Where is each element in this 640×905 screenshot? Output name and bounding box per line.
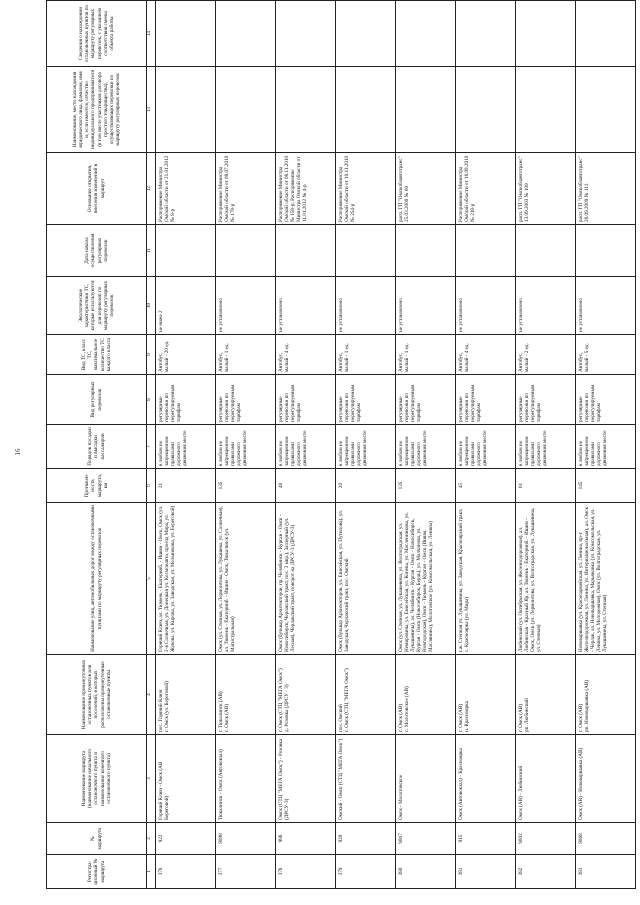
column-number: 2: [147, 823, 156, 855]
cell-eco: не установлено: [396, 277, 456, 335]
column-header: Вид регулярных перевозок: [47, 375, 147, 425]
table-row: [456, 1, 516, 889]
column-header: Основание открытия, внесения изменений в маршрут: [47, 153, 147, 225]
cell-route-number: 922: [156, 823, 216, 855]
cell-length: 145: [576, 469, 636, 503]
cell-vehicle: Автобус, малый - 1 ед.: [396, 335, 456, 375]
cell-intermediate-stops: пос. Горячий Ключ г. Омск (ул. Береговой): [156, 655, 216, 735]
cell-route-name: Тюкалинск - Омск (Автовокзал): [216, 735, 276, 823]
table-body: [156, 1, 636, 889]
cell-registration-number: 377: [216, 855, 276, 889]
cell-registration-number: 380: [396, 855, 456, 889]
cell-vehicle: Автобус, малый - 5 ед.: [576, 335, 636, 375]
cell-registration-number: 376: [156, 855, 216, 889]
cell-eco: не установлено: [456, 277, 516, 335]
cell-start-date: [336, 225, 396, 277]
column-header: № маршрута: [47, 823, 147, 855]
cell-boarding-order: в любом не запрещенном правилами дорожного движения месте: [516, 425, 576, 469]
cell-vehicle: Автобус, малый - 1 ед.: [336, 335, 396, 375]
cell-basis: расп. ГП "Омскоблавтотранс" 28.09.2009 № 113: [576, 153, 636, 225]
cell-eco: не установлено: [516, 277, 576, 335]
column-header: Порядок посадки и высадки пассажиров: [47, 425, 147, 469]
cell-route-number: 915: [456, 823, 516, 855]
cell-basis: Распоряжение Министра Омской области от 08.11.2010 № 158-р; Распоряжение Министра Омской области от 11.01.2012 № 4-р: [276, 153, 336, 225]
cell-route-name: Омск (Автовокзал) - Красноярка: [456, 735, 516, 823]
cell-note: [156, 1, 216, 67]
cell-vehicle: Автобус, малый - 4 ед.: [276, 335, 336, 375]
column-header: Наименование, место нахождения юридического лица, фамилия, имя и, если имеется, отчество индивидуального предпринимателя (в том числе участников договора простого товарищества), осуществляющих перевозки по маршруту регулярных перевозок: [47, 67, 147, 153]
cell-start-date: [456, 225, 516, 277]
cell-route-number: 9068: [576, 823, 636, 855]
cell-eco: не установлено: [576, 277, 636, 335]
cell-start-date: [576, 225, 636, 277]
cell-route-name: Омский - Омск (СТЦ "МЕГА Омск"): [336, 735, 396, 823]
cell-note: [456, 1, 516, 67]
column-number: 4: [147, 655, 156, 735]
cell-eco: не ниже 2: [156, 277, 216, 335]
column-number: 1: [147, 855, 156, 889]
cell-carrier: [456, 67, 516, 153]
cell-boarding-order: в любом не запрещенном правилами дорожного движения месте: [396, 425, 456, 469]
cell-transport-kind: регулярные перевозки по нерегулируемым тарифам: [576, 375, 636, 425]
cell-basis: Распоряжение Министра Омской области от 08.07.2010 № 178-р: [216, 153, 276, 225]
cell-eco: не установлено: [216, 277, 276, 335]
cell-transport-kind: регулярные перевозки по нерегулируемым тарифам: [336, 375, 396, 425]
cell-transport-kind: регулярные перевозки по нерегулируемым тарифам: [396, 375, 456, 425]
cell-transport-kind: регулярные перевозки по нерегулируемым тарифам: [456, 375, 516, 425]
cell-streets: Горячий Ключ, ал. Тюмень - Екатеринб. - Ишим - Омск, Омск (ул. 2-я Солнечная, ул. Донецкая ул. Космонавта, проезд Мира, ул. Жукова, ул. Кирова, ул. Заводская, ул. Мельникова, ул. Береговой): [156, 503, 216, 655]
cell-length: 135: [396, 469, 456, 503]
cell-boarding-order: в любом не запрещенном правилами дорожного движения месте: [276, 425, 336, 469]
cell-transport-kind: регулярные перевозки по нерегулируемым тарифам: [516, 375, 576, 425]
column-header: Протяжен- ность маршрута, км: [47, 469, 147, 503]
cell-streets: г.ж. Степная ул. Лукашевича, ул. Заводская, Красноярский тракт, с. Красноярка (ул. Мира): [456, 503, 516, 655]
cell-carrier: [516, 67, 576, 153]
cell-intermediate-stops: г. Омск (СТЦ "МЕГА Омск") д. Розовка (ДРСУ - 3): [276, 655, 336, 735]
cell-route-name: Омск (АВ) - Нововаршавка (АВ): [576, 735, 636, 823]
cell-carrier: [336, 67, 396, 153]
cell-vehicle: Автобус, малый - 20 ед.: [156, 335, 216, 375]
table-row: [576, 1, 636, 889]
table-row: [516, 1, 576, 889]
cell-length: 21: [156, 469, 216, 503]
cell-note: [396, 1, 456, 67]
cell-streets: Омск (бульвар Архитекторов, пр. Челябинск - Курган - Омск - Новосибирск, Черлакский тракт, пос. 3 мкр.), Заозерный (ул. Лесная), Черлакский тракт, поворот на ДРСУ-3 (ДРСУ-3): [276, 503, 336, 655]
cell-route-number: 988: [276, 823, 336, 855]
page-number: 16: [14, 448, 22, 456]
cell-start-date: [276, 225, 336, 277]
cell-vehicle: Автобус, малый - 4 ед.: [456, 335, 516, 375]
cell-length: 48: [276, 469, 336, 503]
cell-registration-number: 381: [456, 855, 516, 889]
column-number: 11: [147, 225, 156, 277]
cell-transport-kind: регулярные перевозки по нерегулируемым тарифам: [216, 375, 276, 425]
column-number: 8: [147, 375, 156, 425]
cell-note: [516, 1, 576, 67]
route-register-table: [46, 0, 636, 889]
cell-basis: Распоряжение Министра Омской области от 10.11.2010 № 254-р: [336, 153, 396, 225]
cell-intermediate-stops: пос. Омский г. Омск (СТЦ "МЕГА Омск"): [336, 655, 396, 735]
cell-registration-number: 378: [276, 855, 336, 889]
cell-streets: Омск (ул. Степная, ул. Лермонтова, ул. Лукашева, ул. Солнечная), ал. Тюмень - Екатеринб. - Ишим - Омск, Тюкалинск (ул. Магистральная): [216, 503, 276, 655]
column-header: Вид ТС, класс ТС, максимальное количество ТС каждого класса: [47, 335, 147, 375]
cell-transport-kind: регулярные перевозки по нерегулируемым тарифам: [276, 375, 336, 425]
table-row: [216, 1, 276, 889]
cell-carrier: [156, 67, 216, 153]
cell-boarding-order: в любом не запрещенном правилами дорожного движения месте: [216, 425, 276, 469]
cell-boarding-order: в любом не запрещенном правилами дорожного движения месте: [156, 425, 216, 469]
cell-streets: Любинский (ул. Октябрьская, ул. Железнодорожная), ал. Любинская - Красный Яр, ал. Тюмень - Екатеринб. - Ишим - Омск, Омск (ул. Лермонтова, ул. Волгоградская, ул. Лукашевича, ул. Степная): [516, 503, 576, 655]
cell-note: [576, 1, 636, 67]
column-header: Наименование улиц, автомобильных дорог между остановочными пунктами по маршруту регулярных перевозок: [47, 503, 147, 655]
cell-intermediate-stops: г. Омск (АВ) рп. Нововаршавка (АВ): [576, 655, 636, 735]
cell-length: 45: [456, 469, 516, 503]
column-number: 9: [147, 335, 156, 375]
column-number: 13: [147, 67, 156, 153]
column-header: Дата начала осуществления регулярных перевозок: [47, 225, 147, 277]
column-header: Наименование маршрута (наименование начального остановочного пункта и наименование конечного остановочного пункта): [47, 735, 147, 823]
cell-start-date: [516, 225, 576, 277]
cell-basis: расп. ГП "Омскоблавтотранс" 25.03.2000 № 60: [396, 153, 456, 225]
cell-note: [336, 1, 396, 67]
column-number: 5: [147, 503, 156, 655]
cell-route-number: 9067: [396, 823, 456, 855]
column-number: 14: [147, 1, 156, 67]
table-column-number-row: [147, 1, 156, 889]
column-number: 12: [147, 153, 156, 225]
rotated-table-container: [46, 4, 636, 889]
column-number: 7: [147, 425, 156, 469]
cell-vehicle: Автобус, малый - 1 ед.: [216, 335, 276, 375]
cell-route-name: Омск (АВ) - Любинский: [516, 735, 576, 823]
column-header: Сведения о нахождении остановочных пунктов по маршруту регулярных перевозок, с указанием соответствия смены обьекта работы: [47, 1, 147, 67]
cell-route-number: 9098: [216, 823, 276, 855]
cell-streets: Омск (бульвар Архитекторов, ул. Енисейская, ул. Путилова), ул. Заводская, Черлакский тракт, пос. Омский: [336, 503, 396, 655]
cell-intermediate-stops: г. Омск (АВ) рп. Любинский: [516, 655, 576, 735]
cell-start-date: [156, 225, 216, 277]
column-header: Регистра- ционный № маршрута: [47, 855, 147, 889]
cell-note: [216, 1, 276, 67]
cell-carrier: [576, 67, 636, 153]
cell-eco: не установлено: [336, 277, 396, 335]
cell-route-name: Омск - Молотовское: [396, 735, 456, 823]
cell-route-number: 920: [336, 823, 396, 855]
table-header-row: [47, 1, 147, 889]
cell-intermediate-stops: г. Омск (АВ) п. Красноярка: [456, 655, 516, 735]
cell-carrier: [276, 67, 336, 153]
cell-intermediate-stops: г. Тюкалинск (АВ) г. Омск (АВ): [216, 655, 276, 735]
column-number: 6: [147, 469, 156, 503]
cell-start-date: [396, 225, 456, 277]
cell-note: [276, 1, 336, 67]
cell-route-name: Омск (СТЦ "МЕГА Омск") - Розовка (ДРСУ-3): [276, 735, 336, 823]
cell-route-number: 9002: [516, 823, 576, 855]
cell-basis: Распоряжение Министра Омской области от 18.09.2010 № 218-р: [456, 153, 516, 225]
column-number: 3: [147, 735, 156, 823]
table-row: [156, 1, 216, 889]
column-number: 10: [147, 277, 156, 335]
cell-boarding-order: в любом не запрещенном правилами дорожного движения месте: [576, 425, 636, 469]
cell-basis: расп. ГП "Омскоблавтотранс" 13.09.2003 № 109: [516, 153, 576, 225]
cell-carrier: [396, 67, 456, 153]
cell-length: 61: [516, 469, 576, 503]
cell-boarding-order: в любом не запрещенном правилами дорожного движения месте: [336, 425, 396, 469]
cell-route-name: Горячий Ключ - Омск (АВ Береговой): [156, 735, 216, 823]
cell-transport-kind: регулярные перевозки по нерегулируемым тарифам: [156, 375, 216, 425]
cell-length: 135: [216, 469, 276, 503]
cell-basis: Распоряжение Министра Омской области от 21.01.2012 № 8-р: [156, 153, 216, 225]
column-header: Экологические характеристики ТС, которые используются для перевозок по маршруту регулярных перевозок: [47, 277, 147, 335]
cell-start-date: [216, 225, 276, 277]
cell-streets: Нововаршавка (ул. Красноармейская, ул. Ленина, пр-т Железнодорожная, ул. Ленина, ул. Интернациональная), ал. Омск - Черлак, ал. Нововаршавка, Марьяновка (ул. Комсомольская, ул. Ленина, ул. Молодежная), Омск (ул. Волгоградская, ул. Лукашевича, ул. Степная): [576, 503, 636, 655]
table-row: [396, 1, 456, 889]
cell-registration-number: 382: [516, 855, 576, 889]
cell-length: 20: [336, 469, 396, 503]
cell-boarding-order: в любом не запрещенном правилами дорожного движения месте: [456, 425, 516, 469]
cell-registration-number: 379: [336, 855, 396, 889]
cell-intermediate-stops: г. Омск (АВ) с. Молотовское (АВ): [396, 655, 456, 735]
table-row: [276, 1, 336, 889]
cell-carrier: [216, 67, 276, 153]
column-header: Наименование промежуточных остановочных пунктов или поселений, в которых расположены промежуточные остановочные пункты: [47, 655, 147, 735]
cell-vehicle: Автобус, малый - 2 ед.: [516, 335, 576, 375]
cell-streets: Омск (ул. Степная, ул. Лукашевича, ул. Волгоградская, ул. Немировича, ул. Енисейская, ул. Конева, ул. Масленникова, ул. Лукашевича), ал. Челябинск - Курган - Омск - Новосибирск, Курган - Омск (Новосибирск, Бердь), ул. Молчанова, ул. Новгородская), Омск - Тюмень - Курган - Омск (Ишим, Маслянино), Молотовское (ул. Комсомольская, ул. Ленина): [396, 503, 456, 655]
cell-eco: не установлено: [276, 277, 336, 335]
cell-registration-number: 383: [576, 855, 636, 889]
table-row: [336, 1, 396, 889]
